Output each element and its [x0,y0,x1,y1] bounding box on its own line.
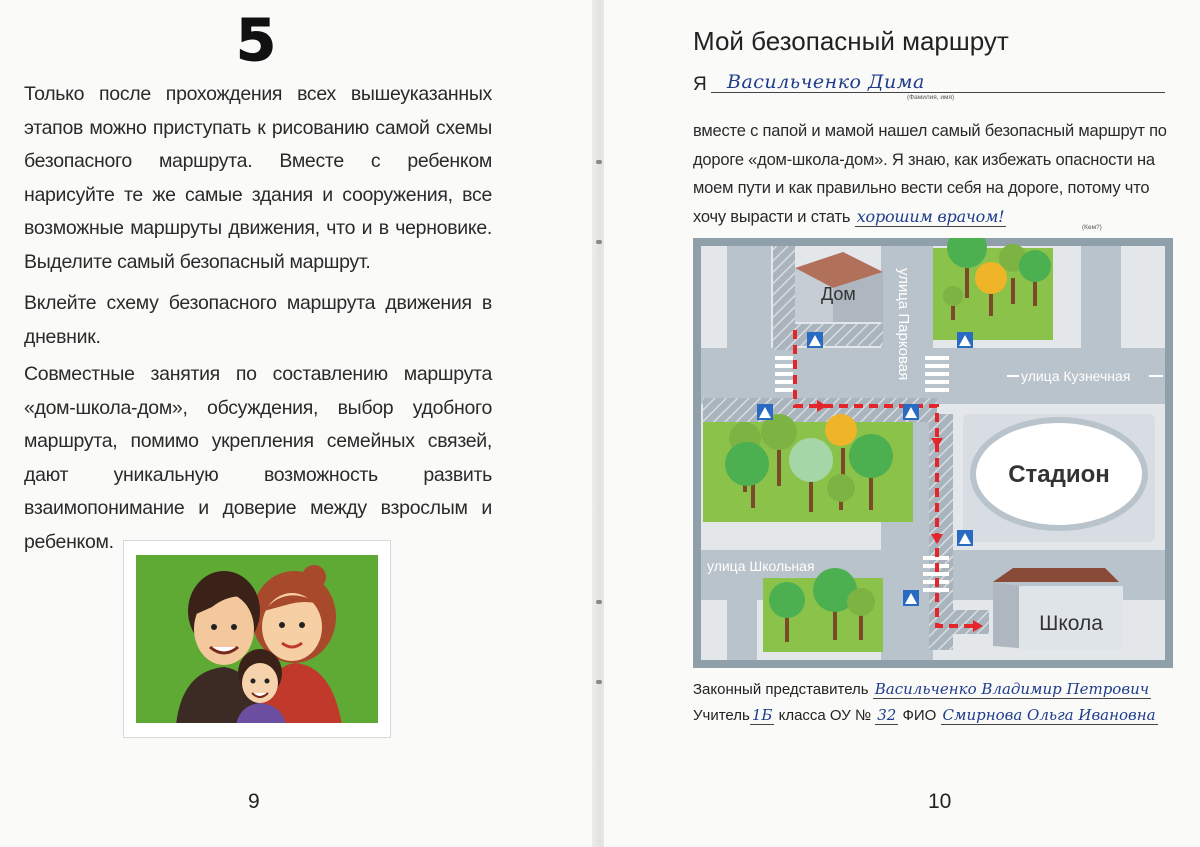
street-shkolnaya-label: улица Школьная [707,558,815,574]
home-label: Дом [821,284,856,304]
school-label: Школа [1039,612,1103,635]
pledge-body: вместе с папой и мамой нашел самый безопасный маршрут по дороге «дом-школа-дом». Я знаю, как избежать опасности на моем пути и как правильно вести себя на дороге, потому что хочу вырасти и стать [693,122,1167,226]
paragraph-2: Вклейте схему безопасного маршрута движения в дневник. [24,292,492,348]
school-number: 32 [877,706,897,724]
binding-mark [596,160,602,164]
page-number-left: 9 [248,790,260,813]
student-name: Васильченко Дима [727,71,925,93]
family-illustration [136,555,378,723]
school-building [993,568,1123,650]
name-line [693,71,1165,101]
binding-mark [596,600,602,604]
class-label: класса ОУ № [778,707,872,724]
paragraph-3: Совместные занятия по составлению маршрута «дом-школа-дом», обсуждения, выбор удобного маршрута, помимо укрепления семейных связей, дают уникальную возможность развить взаимопонимание и доверие между взрослым и ребенком. [24,363,492,553]
road-side-left-bottom [727,598,757,660]
goal-answer: хорошим врачом! [856,206,1005,226]
street-parkovaya-label: улица Парковая [895,268,912,381]
class-value: 1Б [751,706,773,724]
family-image [136,555,378,723]
family-photo-frame [123,540,391,738]
guardian-line [693,680,1151,698]
stadium-label: Стадион [1008,461,1110,488]
guardian-label: Законный представитель [693,681,869,698]
teacher-line [693,706,1158,724]
binding-mark [596,680,602,684]
sidewalk [793,324,883,346]
safe-route-map [693,238,1173,668]
teacher-label: Учитель [693,707,750,724]
step-number: 5 [235,6,277,74]
road-side-right-top [1081,246,1121,356]
left-page [0,0,596,847]
pledge-text [693,117,1171,231]
sidewalk [773,246,795,350]
teacher-name: Смирнова Ольга Ивановна [942,706,1156,724]
page-number-right: 10 [928,790,952,813]
street-kuznechnaya-label: улица Кузнечная [1021,368,1131,384]
guardian-name: Васильченко Владимир Петрович [874,680,1150,698]
goal-hint: (Кем?) [1082,224,1102,231]
paragraph-1: Только после прохождения всех вышеуказанных этапов можно приступать к рисованию самой схемы безопасного маршрута. Вместе с ребенком нарисуйте те же самые здания и сооружения, все возможные маршруты движения, что и в черновике. Выделите самый безопасный маршрут. [24,83,492,273]
page-title: Мой безопасный маршрут [693,26,1009,56]
road-side-left-top [727,246,771,356]
name-hint: (Фамилия, имя) [907,94,955,101]
ya-label: Я [693,74,707,95]
fio-label: ФИО [902,707,937,724]
binding-mark [596,240,602,244]
